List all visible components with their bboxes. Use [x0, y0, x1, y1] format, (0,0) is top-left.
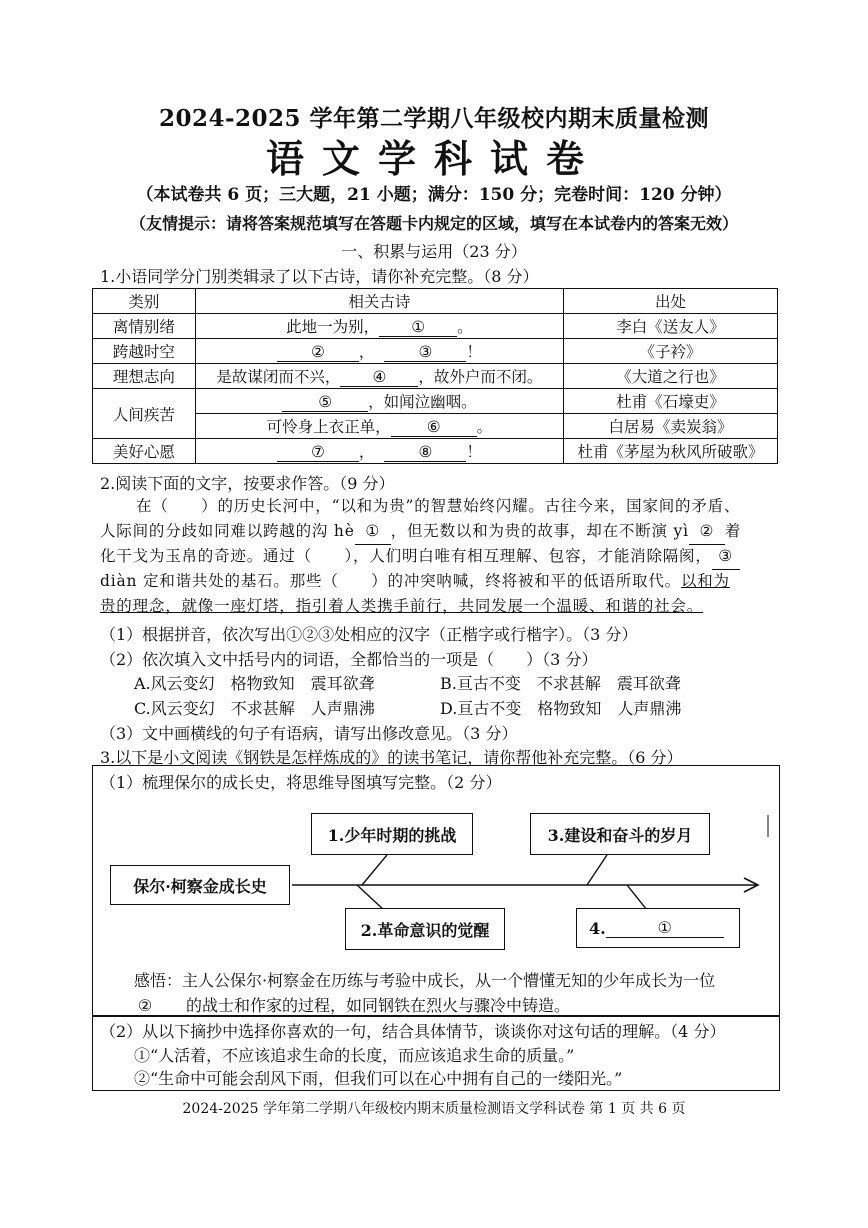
feeling-text: 的战士和作家的过程，如同钢铁在烈火与骤冷中铸造。 [186, 996, 571, 1015]
mindmap-node-2: 2.革命意识的觉醒 [345, 908, 505, 950]
q2-prompt: 2.阅读下面的文字，按要求作答。（9 分） [100, 474, 395, 493]
header-source: 出处 [564, 289, 778, 314]
answer-blank-1: ① [379, 318, 457, 337]
passage-text: 人际间的分歧如同难以跨越的沟 hè [100, 522, 355, 540]
q1-prompt: 1.小语同学分门别类辑录了以下古诗，请你补充完整。（8 分） [100, 267, 539, 286]
q2-passage-line-5: 贵的理念，就像一座灯塔，指引着人类携手前行，共同发展一个温暖、和谐的社会。 [100, 597, 704, 615]
mindmap-main-node: 保尔·柯察金成长史 [110, 865, 290, 905]
mindmap-node-4 [576, 908, 740, 948]
answer-blank-2: ② [277, 343, 359, 362]
poem-cell [195, 339, 563, 364]
quote-2: ②“生命中可能会刮风下雨，但我们可以在心中拥有自己的一缕阳光。” [134, 1069, 623, 1088]
table-row [93, 364, 778, 389]
q2-passage-line-3 [100, 544, 780, 570]
category-cell: 人间疾苦 [93, 389, 196, 439]
pinyin-blank-1: ① [355, 519, 391, 545]
q2-passage-line-1: 在（ ）的历史长河中，“以和为贵”的智慧始终闪耀。古往今来，国家间的矛盾、 [136, 497, 741, 515]
poem-text: ！ [466, 343, 482, 361]
source-cell: 杜甫《茅屋为秋风所破歌》 [564, 439, 778, 464]
branch-line-2 [357, 885, 384, 910]
table-row [93, 414, 778, 439]
feeling-line-2 [104, 993, 570, 1016]
source-cell: 白居易《卖炭翁》 [564, 414, 778, 439]
node4-blank: ① [606, 918, 724, 938]
poem-text: 是故谋闭而不兴， [216, 368, 341, 386]
header-poem: 相关古诗 [195, 289, 563, 314]
mindmap-node-1: 1.少年时期的挑战 [311, 813, 473, 855]
q3-prompt: 3.以下是小文阅读《钢铁是怎样炼成的》的读书笔记，请你帮他补充完整。（6 分） [100, 748, 683, 767]
page-footer: 2024-2025 学年第二学期八年级校内期末质量检测语文学科试卷 第 1 页 共 6 页 [182, 1101, 686, 1117]
passage-text: 化干戈为玉帛的奇迹。通过（ ），人们明白唯有相互理解、包容，才能消除隔阂， [100, 547, 712, 565]
option-a: A.风云变幻 格物致知 震耳欲聋 [134, 674, 375, 693]
poem-cell [195, 364, 563, 389]
category-cell: 离情别绪 [93, 314, 196, 339]
q3-sub2: （2）从以下摘抄中选择你喜欢的一句，结合具体情节，谈谈你对这句话的理解。（4 分） [100, 1022, 726, 1041]
passage-text: diàn 定和谐共处的基石。那些（ ）的冲突呐喊，终将被和平的低语所取代。 [100, 572, 681, 590]
option-d: D.亘古不变 格物致知 人声鼎沸 [440, 699, 682, 718]
poem-cell [195, 414, 563, 439]
source-cell: 《大道之行也》 [564, 364, 778, 389]
poem-cell [195, 314, 563, 339]
exam-info: （本试卷共 6 页；三大题，21 小题；满分：150 分；完卷时间：120 分钟） [136, 185, 732, 205]
poem-table [92, 288, 778, 464]
table-row [93, 389, 778, 414]
section-title: 一、积累与运用（23 分） [341, 242, 527, 261]
table-row [93, 339, 778, 364]
answer-blank-7: ⑦ [277, 443, 359, 462]
passage-text: 着 [724, 522, 742, 540]
pinyin-blank-2: ② [689, 519, 725, 545]
branch-line-3 [587, 855, 607, 885]
category-cell: 美好心愿 [93, 439, 196, 464]
table-row [93, 439, 778, 464]
source-cell: 李白《送友人》 [564, 314, 778, 339]
q2-passage-line-4 [100, 569, 780, 594]
source-cell: 杜甫《石壕吏》 [564, 389, 778, 414]
category-cell: 理想志向 [93, 364, 196, 389]
poem-cell [195, 389, 563, 414]
poem-text: ， [358, 443, 375, 461]
poem-text: ！ [466, 443, 482, 461]
branch-line-1 [362, 855, 387, 885]
table-row [93, 314, 778, 339]
q2-sub1: （1）根据拼音，依次写出①②③处相应的汉字（正楷字或行楷字）。（3 分） [100, 625, 638, 644]
table-header-row [93, 289, 778, 314]
poem-text: ， [358, 343, 375, 361]
quote-1: ①“人活着，不应该追求生命的长度，而应该追求生命的质量。” [134, 1046, 575, 1065]
q2-sub2: （2）依次填入文中括号内的词语，全都恰当的一项是（ ）（3 分） [100, 650, 598, 669]
poem-text: ，故外户而不闭。 [418, 368, 543, 386]
mindmap-node-3: 3.建设和奋斗的岁月 [530, 813, 710, 855]
node4-label: 4. [589, 918, 606, 938]
option-b: B.亘古不变 不求甚解 震耳欲聋 [440, 674, 681, 693]
friendly-tip: （友情提示：请将答案规范填写在答题卡内规定的区域，填写在本试卷内的答案无效） [129, 214, 738, 233]
feeling-blank: ② [104, 996, 186, 1016]
poem-text: 可怜身上衣正单， [266, 418, 391, 436]
poem-text: 。 [476, 418, 493, 436]
answer-blank-6: ⑥ [391, 418, 477, 437]
source-cell: 《子衿》 [564, 339, 778, 364]
answer-blank-8: ⑧ [384, 443, 466, 462]
subject-title: 语文学科试卷 [265, 136, 602, 181]
poem-text: ，如闻泣幽咽。 [368, 393, 477, 411]
feeling-line-1: 感悟：主人公保尔·柯察金在历练与考验中成长，从一个懵懂无知的少年成长为一位 [134, 971, 716, 990]
option-c: C.风云变幻 不求甚解 人声鼎沸 [134, 699, 375, 718]
poem-cell [195, 439, 563, 464]
answer-blank-5: ⑤ [282, 393, 368, 412]
answer-blank-3: ③ [384, 343, 466, 362]
poem-text: 。 [457, 318, 473, 336]
underlined-sentence: 以和为 [680, 572, 730, 590]
header-category: 类别 [93, 289, 196, 314]
poem-text: 此地一为别， [286, 318, 380, 336]
q2-passage-line-2 [100, 519, 780, 545]
exam-title: 2024-2025 学年第二学期八年级校内期末质量检测 [158, 105, 710, 132]
passage-text: ，但无数以和为贵的故事，却在不断演 yì [390, 522, 689, 540]
category-cell: 跨越时空 [93, 339, 196, 364]
branch-line-4 [627, 885, 647, 910]
answer-blank-4: ④ [340, 368, 418, 387]
q2-sub3: （3）文中画横线的句子有语病，请写出修改意见。（3 分） [100, 724, 518, 743]
q3-sub1: （1）梳理保尔的成长史，将思维导图填写完整。（2 分） [100, 773, 502, 792]
pinyin-blank-3: ③ [712, 544, 740, 570]
